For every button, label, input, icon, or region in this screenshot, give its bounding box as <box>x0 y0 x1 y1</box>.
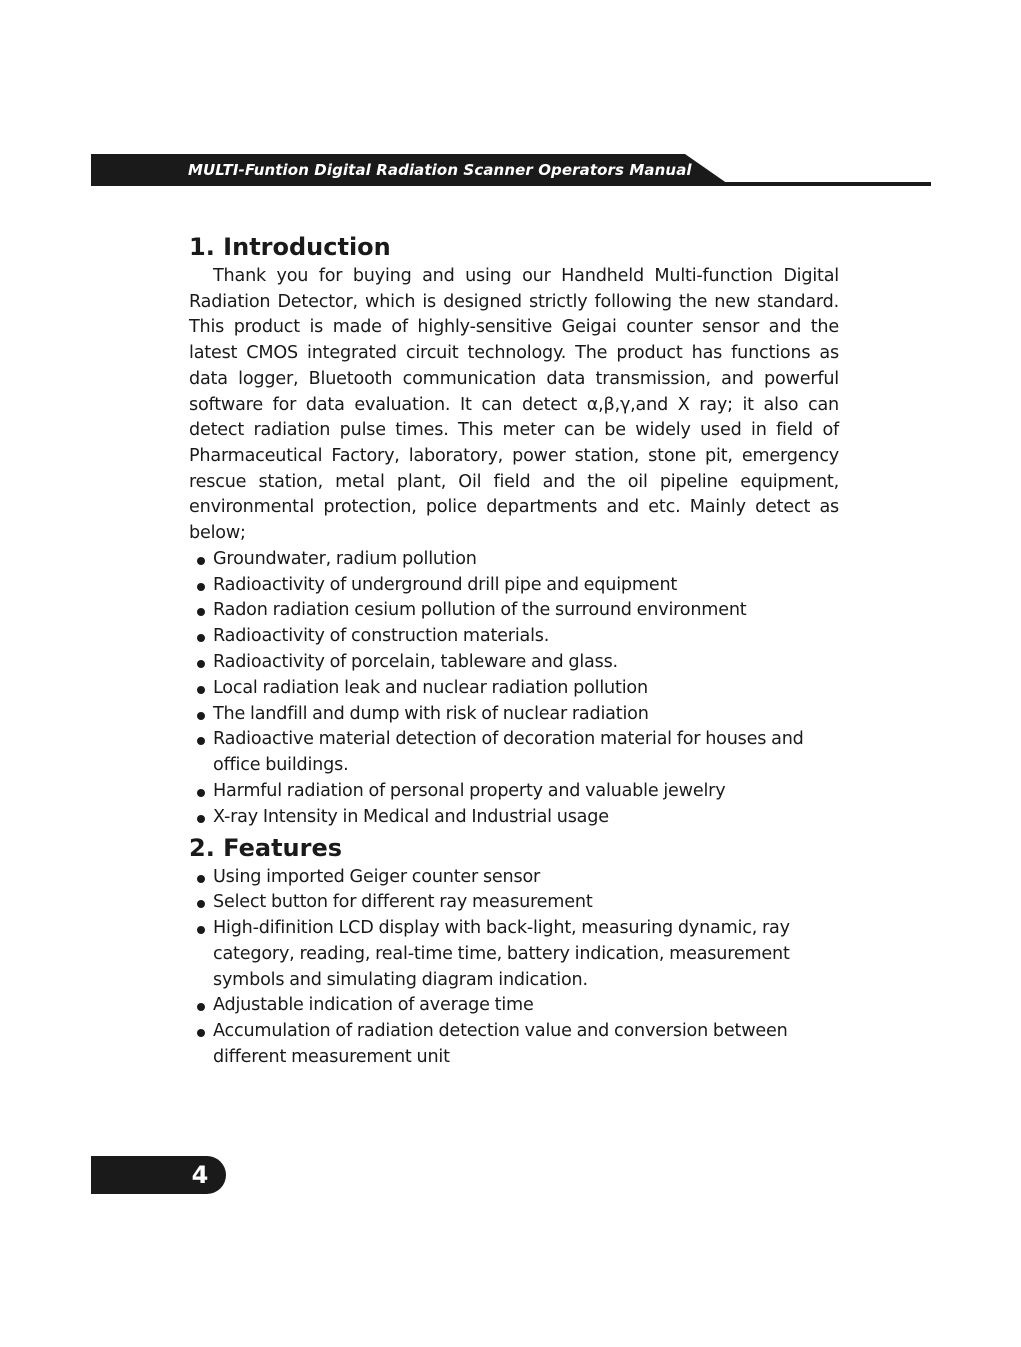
bullet-icon <box>197 634 205 642</box>
list-item <box>189 1019 839 1071</box>
list-item <box>189 779 839 805</box>
list-item-text: Radioactivity of construction materials. <box>213 626 550 647</box>
list-item <box>189 598 839 624</box>
detection-applications-list <box>189 547 839 831</box>
bullet-icon <box>197 608 205 616</box>
list-item-text: X-ray Intensity in Medical and Industrial usage <box>213 806 609 827</box>
bullet-icon <box>197 737 205 745</box>
bullet-icon <box>197 583 205 591</box>
list-item-text: Radioactivity of porcelain, tableware and glass. <box>213 651 618 672</box>
bullet-icon <box>197 1003 205 1011</box>
bullet-icon <box>197 557 205 565</box>
bullet-icon <box>197 660 205 668</box>
list-item <box>189 865 839 891</box>
list-item-text: Local radiation leak and nuclear radiation pollution <box>213 677 648 698</box>
list-item <box>189 650 839 676</box>
bullet-icon <box>197 900 205 908</box>
list-item-text: Radioactive material detection of decoration material for houses and office buildings. <box>213 729 804 776</box>
bullet-icon <box>197 1029 205 1037</box>
manual-title: MULTI-Funtion Digital Radiation Scanner Operators Manual <box>188 161 692 179</box>
list-item-text: Radioactivity of underground drill pipe and equipment <box>213 574 678 595</box>
list-item-text: Radon radiation cesium pollution of the surround environment <box>213 600 747 621</box>
list-item <box>189 890 839 916</box>
list-item <box>189 702 839 728</box>
bullet-icon <box>197 789 205 797</box>
list-item-text: Accumulation of radiation detection value and conversion between different measurement unit <box>213 1021 788 1068</box>
introduction-heading: 1. Introduction <box>189 233 391 261</box>
list-item-text: Select button for different ray measurement <box>213 892 593 913</box>
list-item <box>189 547 839 573</box>
page-content <box>189 230 839 1071</box>
features-heading: 2. Features <box>189 833 343 862</box>
bullet-icon <box>197 686 205 694</box>
list-item-text: The landfill and dump with risk of nuclear radiation <box>213 703 649 724</box>
bullet-icon <box>197 712 205 720</box>
list-item-text: Using imported Geiger counter sensor <box>213 866 541 887</box>
list-item-text: Harmful radiation of personal property and valuable jewelry <box>213 780 726 801</box>
list-item <box>189 676 839 702</box>
list-item <box>189 573 839 599</box>
list-item-text: High-difinition LCD display with back-light, measuring dynamic, ray category, reading, real-time time, battery indication, measurement symbols and simulating diagram indication. <box>213 918 790 990</box>
features-list <box>189 865 839 1071</box>
bullet-icon <box>197 815 205 823</box>
page-number: 4 <box>191 1161 209 1189</box>
list-item <box>189 727 839 779</box>
introduction-paragraph: Thank you for buying and using our Handheld Multi-function Digital Radiation Detector, which is designed strictly following the new standard. This product is made of highly-sensitive Geigai counter sensor and the latest CMOS integrated circuit technology. The product has functions as data logger, Bluetooth communication data transmission, and powerful software for data evaluation. It can detect α,β,γ,and X ray; it also can detect radiation pulse times. This meter can be widely used in field of Pharmaceutical Factory, laboratory, power station, stone pit, emergency rescue station, metal plant, Oil field and the oil pipeline equipment, environmental protection, police departments and etc. Mainly detect as below; <box>189 266 839 544</box>
list-item-text: Groundwater, radium pollution <box>213 548 477 569</box>
bullet-icon <box>197 875 205 883</box>
list-item <box>189 993 839 1019</box>
list-item <box>189 916 839 993</box>
list-item-text: Adjustable indication of average time <box>213 995 534 1016</box>
list-item <box>189 624 839 650</box>
list-item <box>189 805 839 831</box>
bullet-icon <box>197 926 205 934</box>
